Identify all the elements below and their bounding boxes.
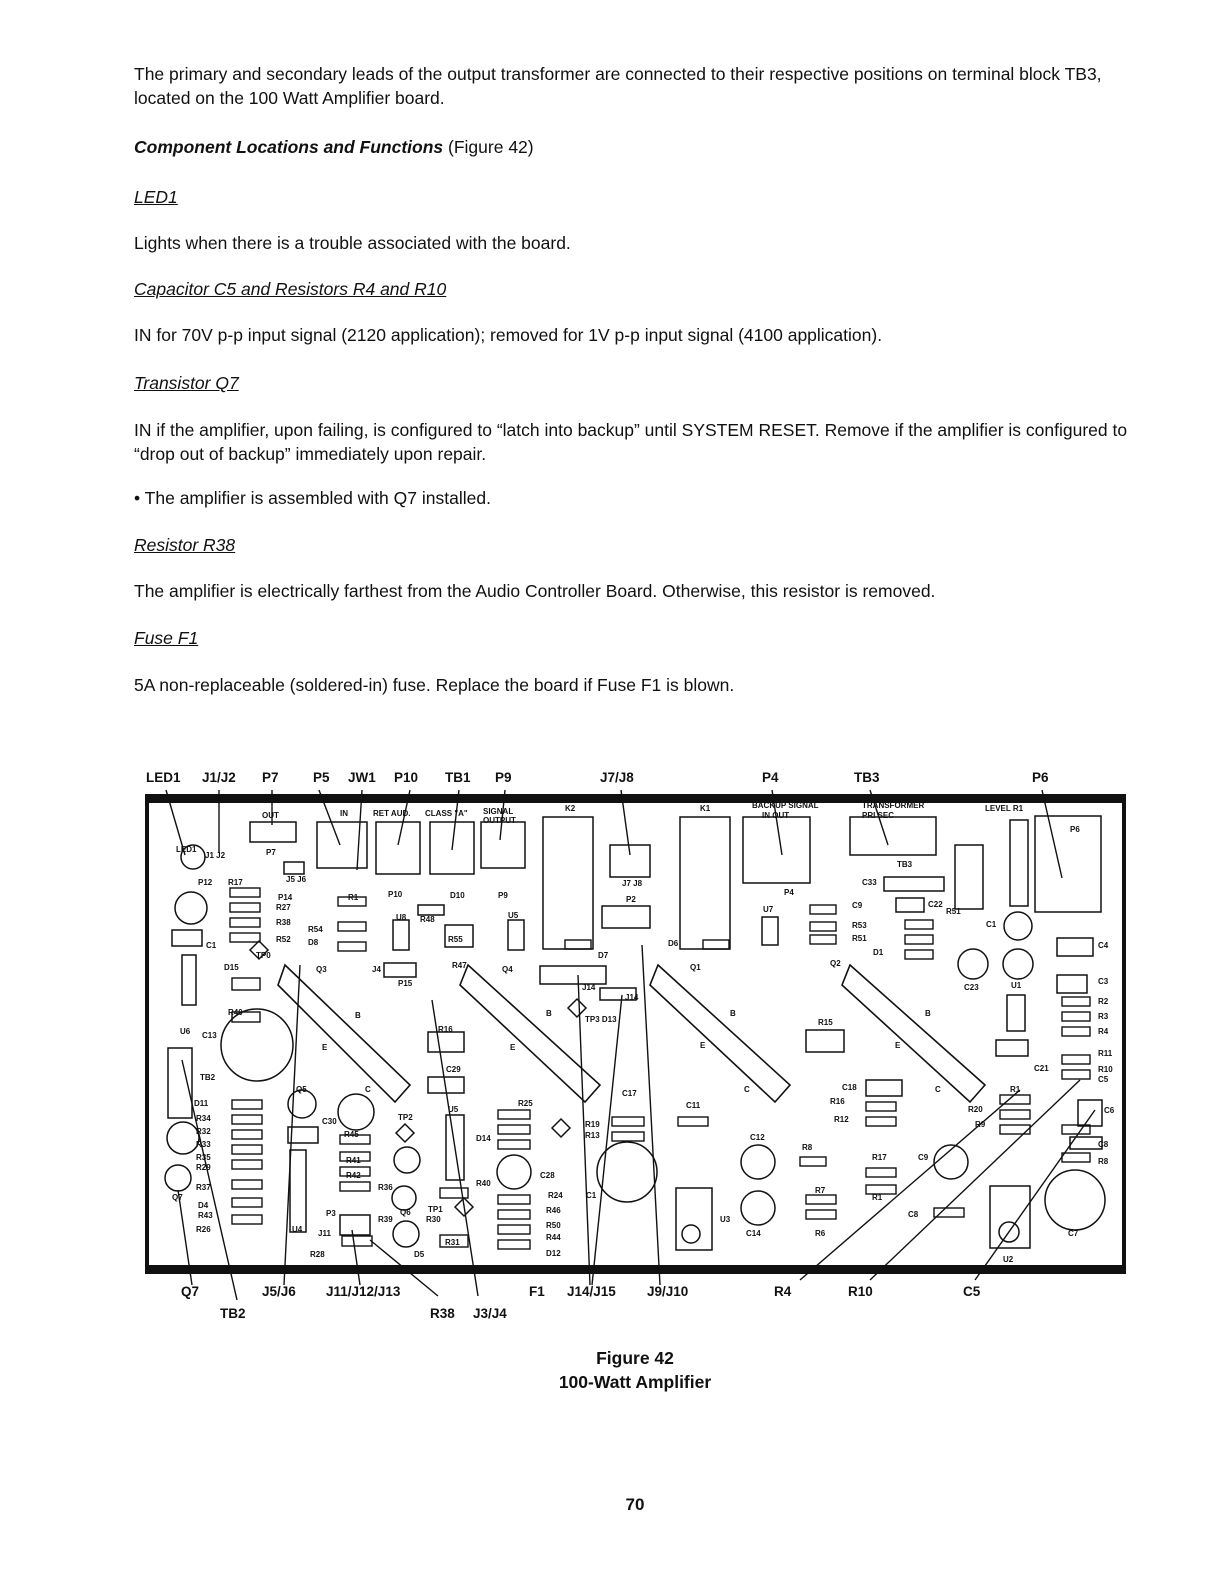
svg-text:Q5: Q5 [296,1085,307,1094]
svg-text:C13: C13 [202,1031,217,1040]
svg-text:R4: R4 [1098,1027,1109,1036]
svg-text:R52: R52 [276,935,291,944]
svg-text:C8: C8 [1098,1140,1109,1149]
callout-j14-j15: J14/J15 [567,1284,616,1299]
svg-text:Q7: Q7 [172,1193,183,1202]
svg-text:Q3: Q3 [316,965,327,974]
svg-text:R45: R45 [344,1130,359,1139]
svg-text:R27: R27 [276,903,291,912]
svg-text:OUT: OUT [262,811,279,820]
callout-tb2: TB2 [220,1306,246,1321]
svg-text:R1: R1 [1010,1085,1021,1094]
callout-j7-j8: J7/J8 [600,770,634,785]
svg-text:U3: U3 [720,1215,731,1224]
svg-text:Q2: Q2 [830,959,841,968]
svg-text:D8: D8 [308,938,319,947]
svg-text:C18: C18 [842,1083,857,1092]
callout-r38: R38 [430,1306,455,1321]
callout-led1: LED1 [146,770,181,785]
svg-text:J4: J4 [372,965,381,974]
callout-f1: F1 [529,1284,545,1299]
svg-text:D10: D10 [450,891,465,900]
svg-text:R6: R6 [815,1229,826,1238]
svg-text:SIGNAL: SIGNAL [483,807,514,816]
svg-text:C7: C7 [1068,1229,1079,1238]
svg-text:TP3 D13: TP3 D13 [585,1015,617,1024]
svg-text:C: C [365,1085,371,1094]
svg-text:R8: R8 [802,1143,813,1152]
svg-text:E: E [700,1041,706,1050]
svg-text:J14: J14 [582,983,596,992]
svg-text:R51: R51 [852,934,867,943]
svg-text:LEVEL R1: LEVEL R1 [985,804,1024,813]
svg-text:R40: R40 [228,1008,243,1017]
svg-text:J1 J2: J1 J2 [205,851,226,860]
svg-text:Q6: Q6 [400,1208,411,1217]
svg-text:C4: C4 [1098,941,1109,950]
svg-text:D6: D6 [668,939,679,948]
svg-text:J11: J11 [318,1229,331,1238]
svg-text:C11: C11 [686,1101,701,1110]
heading-q7: Transistor Q7 [134,373,239,393]
svg-text:D5: D5 [414,1250,425,1259]
svg-text:C3: C3 [1098,977,1109,986]
callout-p9: P9 [495,770,512,785]
svg-text:R36: R36 [378,1183,393,1192]
heading-r38: Resistor R38 [134,535,236,555]
svg-text:P12: P12 [198,878,213,887]
svg-text:C33: C33 [862,878,877,887]
svg-text:OUTPUT: OUTPUT [483,816,516,825]
svg-text:R26: R26 [196,1225,211,1234]
svg-text:R16: R16 [830,1097,845,1106]
svg-text:R12: R12 [834,1115,849,1124]
svg-text:U8: U8 [396,913,407,922]
svg-text:U5: U5 [508,911,519,920]
svg-text:R55: R55 [448,935,463,944]
callout-tb1: TB1 [445,770,471,785]
callout-j3-j4: J3/J4 [473,1306,507,1321]
svg-text:E: E [895,1041,901,1050]
figure-caption-title: 100-Watt Amplifier [558,1372,712,1392]
svg-text:C6: C6 [1104,1106,1115,1115]
svg-text:TP0: TP0 [256,951,271,960]
svg-text:C5: C5 [1098,1075,1109,1084]
svg-text:CLASS "A": CLASS "A" [425,809,468,818]
page-number: 70 [625,1495,645,1514]
svg-text:R32: R32 [196,1127,211,1136]
svg-text:R33: R33 [196,1140,211,1149]
svg-text:R51: R51 [946,907,961,916]
callout-r4: R4 [774,1284,792,1299]
svg-text:R40: R40 [476,1179,491,1188]
svg-text:R50: R50 [546,1221,561,1230]
svg-text:C1: C1 [206,941,217,950]
svg-text:R25: R25 [518,1099,533,1108]
svg-text:R48: R48 [420,915,435,924]
svg-text:R31: R31 [445,1238,460,1247]
svg-text:LED1: LED1 [176,845,197,854]
svg-text:R37: R37 [196,1183,211,1192]
svg-text:R43: R43 [198,1211,213,1220]
svg-text:R15: R15 [818,1018,833,1027]
svg-text:R24: R24 [548,1191,563,1200]
svg-text:C30: C30 [322,1117,337,1126]
svg-text:R13: R13 [585,1131,600,1140]
svg-text:R9: R9 [975,1120,986,1129]
svg-text:D12: D12 [546,1249,561,1258]
callout-j1-j2: J1/J2 [202,770,236,785]
callout-p5: P5 [313,770,330,785]
svg-text:Q4: Q4 [502,965,513,974]
svg-text:R1: R1 [872,1193,883,1202]
svg-text:R11: R11 [1098,1049,1113,1058]
svg-text:TP1: TP1 [428,1205,443,1214]
svg-text:R39: R39 [378,1215,393,1224]
svg-text:C9: C9 [918,1153,929,1162]
svg-text:C1: C1 [586,1191,597,1200]
svg-text:R35: R35 [196,1153,211,1162]
svg-text:E: E [510,1043,516,1052]
svg-text:Q1: Q1 [690,963,701,972]
svg-text:R2: R2 [1098,997,1109,1006]
svg-text:TB3: TB3 [897,860,913,869]
bullet-q7: • The amplifier is assembled with Q7 installed. [134,488,491,508]
svg-text:R47: R47 [452,961,467,970]
svg-text:P4: P4 [784,888,794,897]
text-q7: IN if the amplifier, upon failing, is configured to “latch into backup” until SYSTEM RESET. Remove if the amplifier is configured to “drop out of backup” immediately upon repair. [134,420,1128,464]
text-c5-r4-r10: IN for 70V p-p input signal (2120 application); removed for 1V p-p input signal (4100 application). [134,325,883,345]
svg-text:C9: C9 [852,901,863,910]
svg-text:U1: U1 [1011,981,1022,990]
svg-text:P15: P15 [398,979,413,988]
callout-j9-j10: J9/J10 [647,1284,689,1299]
svg-text:C1: C1 [986,920,997,929]
svg-text:P10: P10 [388,890,403,899]
svg-text:C12: C12 [750,1133,765,1142]
svg-text:C14: C14 [746,1229,761,1238]
svg-text:R44: R44 [546,1233,561,1242]
svg-text:R34: R34 [196,1114,211,1123]
callout-j5-j6: J5/J6 [262,1284,296,1299]
heading-led1: LED1 [134,187,178,207]
svg-text:U6: U6 [180,1027,191,1036]
svg-text:J5 J6: J5 J6 [286,875,307,884]
svg-text:R17: R17 [872,1153,887,1162]
svg-text:C21: C21 [1034,1064,1049,1073]
svg-text:U2: U2 [1003,1255,1014,1264]
svg-text:R30: R30 [426,1215,441,1224]
callout-p6: P6 [1032,770,1049,785]
figure-caption-number: Figure 42 [596,1348,674,1368]
svg-text:P6: P6 [1070,825,1080,834]
svg-text:R1: R1 [348,893,359,902]
svg-text:RET AUD.: RET AUD. [373,809,411,818]
svg-text:C8: C8 [908,1210,919,1219]
svg-text:D7: D7 [598,951,609,960]
callout-p4: P4 [762,770,779,785]
svg-text:TP2: TP2 [398,1113,413,1122]
section-title: Component Locations and Functions [134,137,444,157]
svg-text:B: B [730,1009,736,1018]
svg-text:R54: R54 [308,925,323,934]
callout-p10: P10 [394,770,419,785]
svg-text:B: B [546,1009,552,1018]
callout-tb3: TB3 [854,770,880,785]
text-r38: The amplifier is electrically farthest from the Audio Controller Board. Otherwise, this resistor is removed. [134,581,936,601]
svg-text:P9: P9 [498,891,508,900]
svg-text:R41: R41 [346,1156,361,1165]
svg-text:U5: U5 [448,1105,459,1114]
svg-text:D4: D4 [198,1201,209,1210]
svg-text:TRANSFORMER: TRANSFORMER [862,801,925,810]
callout-j11-j12-j13: J11/J12/J13 [326,1284,401,1299]
callout-jw1: JW1 [348,770,376,785]
svg-text:BACKUP SIGNAL: BACKUP SIGNAL [752,801,819,810]
svg-text:C28: C28 [540,1171,555,1180]
svg-text:U7: U7 [763,905,774,914]
svg-text:R8: R8 [1098,1157,1109,1166]
svg-text:U4: U4 [292,1225,303,1234]
svg-text:E: E [322,1043,328,1052]
svg-text:C29: C29 [446,1065,461,1074]
callout-r10: R10 [848,1284,873,1299]
svg-text:R3: R3 [1098,1012,1109,1021]
svg-text:R38: R38 [276,918,291,927]
svg-text:C: C [744,1085,750,1094]
svg-text:R7: R7 [815,1186,826,1195]
svg-text:D11: D11 [194,1099,209,1108]
svg-text:R46: R46 [546,1206,561,1215]
svg-text:TB2: TB2 [200,1073,216,1082]
svg-text:P14: P14 [278,893,293,902]
svg-text:C23: C23 [964,983,979,992]
svg-text:IN: IN [340,809,348,818]
svg-text:R53: R53 [852,921,867,930]
callout-p7: P7 [262,770,279,785]
svg-text:IN OUT: IN OUT [762,811,790,820]
svg-text:C17: C17 [622,1089,637,1098]
svg-text:C22: C22 [928,900,943,909]
svg-text:R42: R42 [346,1171,361,1180]
heading-f1: Fuse F1 [134,628,199,648]
svg-text:J7 J8: J7 J8 [622,879,643,888]
heading-c5-r4-r10: Capacitor C5 and Resistors R4 and R10 [134,279,447,299]
text-led1: Lights when there is a trouble associated with the board. [134,233,571,253]
intro-paragraph: The primary and secondary leads of the output transformer are connected to their respective positions on terminal block TB3, located on the 100 Watt Amplifier board. [134,64,1102,108]
svg-text:B: B [355,1011,361,1020]
svg-text:C: C [935,1085,941,1094]
svg-text:K1: K1 [700,804,711,813]
svg-text:R19: R19 [585,1120,600,1129]
svg-text:R16: R16 [438,1025,453,1034]
svg-text:R20: R20 [968,1105,983,1114]
section-figure-ref: (Figure 42) [448,137,534,157]
callout-q7: Q7 [181,1284,200,1299]
svg-text:D15: D15 [224,963,239,972]
svg-text:D14: D14 [476,1134,491,1143]
svg-text:R10: R10 [1098,1065,1113,1074]
svg-text:R29: R29 [196,1163,211,1172]
text-f1: 5A non-replaceable (soldered-in) fuse. Replace the board if Fuse F1 is blown. [134,675,735,695]
svg-text:P2: P2 [626,895,636,904]
svg-text:J14: J14 [625,993,639,1002]
svg-text:D1: D1 [873,948,884,957]
svg-text:R17: R17 [228,878,243,887]
svg-text:B: B [925,1009,931,1018]
svg-text:P3: P3 [326,1209,336,1218]
svg-text:PRI SEC: PRI SEC [862,811,895,820]
svg-text:K2: K2 [565,804,576,813]
svg-text:R28: R28 [310,1250,325,1259]
svg-text:P7: P7 [266,848,276,857]
callout-c5: C5 [963,1284,981,1299]
